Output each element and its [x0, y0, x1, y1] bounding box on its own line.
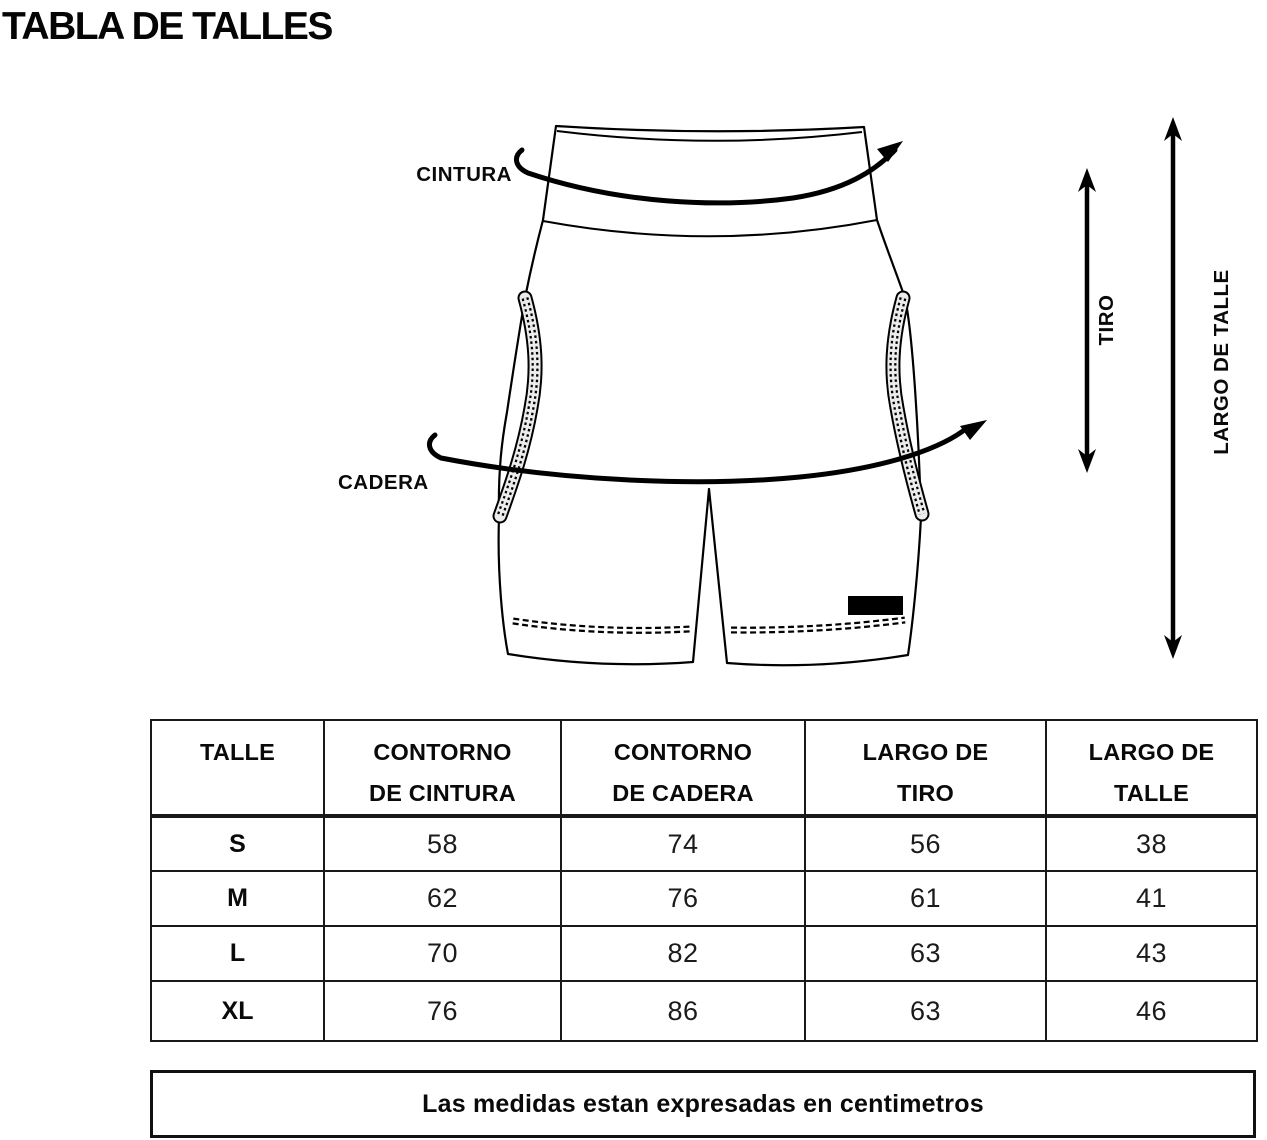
- garment-length-label: LARGO DE TALLE: [1210, 269, 1233, 455]
- length-value: 41: [1046, 871, 1257, 926]
- waist-value: 70: [324, 926, 561, 981]
- hip-label: CADERA: [338, 471, 429, 494]
- units-note-box: [150, 1070, 1256, 1138]
- table-row-xl: [151, 981, 1257, 1041]
- hip-value: 86: [561, 981, 805, 1041]
- length-value: 38: [1046, 816, 1257, 871]
- rise-value: 56: [805, 816, 1046, 871]
- hip-arrowhead-icon: [960, 420, 987, 440]
- waist-value: 76: [324, 981, 561, 1041]
- header-length: LARGO DE TALLE: [1046, 720, 1257, 816]
- units-note-text: Las medidas estan expresadas en centimetros: [422, 1089, 984, 1118]
- table-header-row: [151, 720, 1257, 816]
- rise-value: 63: [805, 981, 1046, 1041]
- waist-label: CINTURA: [416, 163, 512, 186]
- hip-value: 76: [561, 871, 805, 926]
- page-title: TABLA DE TALLES: [2, 5, 332, 48]
- hip-value: 74: [561, 816, 805, 871]
- rise-arrow: [1078, 168, 1096, 473]
- table-row-l: [151, 926, 1257, 981]
- table-row-s: [151, 816, 1257, 871]
- garment-length-arrow: [1164, 117, 1182, 659]
- waist-value: 62: [324, 871, 561, 926]
- hip-value: 82: [561, 926, 805, 981]
- size-value: S: [151, 816, 324, 871]
- waist-arrowhead-icon: [877, 141, 903, 162]
- size-value: XL: [151, 981, 324, 1041]
- waist-value: 58: [324, 816, 561, 871]
- header-waist: CONTORNO DE CINTURA: [324, 720, 561, 816]
- rise-value: 61: [805, 871, 1046, 926]
- size-value: L: [151, 926, 324, 981]
- length-value: 43: [1046, 926, 1257, 981]
- header-hip: CONTORNO DE CADERA: [561, 720, 805, 816]
- shorts-outline: [499, 126, 921, 665]
- size-table: [150, 719, 1258, 1042]
- length-value: 46: [1046, 981, 1257, 1041]
- header-rise: LARGO DE TIRO: [805, 720, 1046, 816]
- size-value: M: [151, 871, 324, 926]
- rise-label: TIRO: [1095, 294, 1118, 346]
- header-size: TALLE: [151, 720, 324, 816]
- brand-label-tag: [848, 596, 903, 615]
- rise-value: 63: [805, 926, 1046, 981]
- table-row-m: [151, 871, 1257, 926]
